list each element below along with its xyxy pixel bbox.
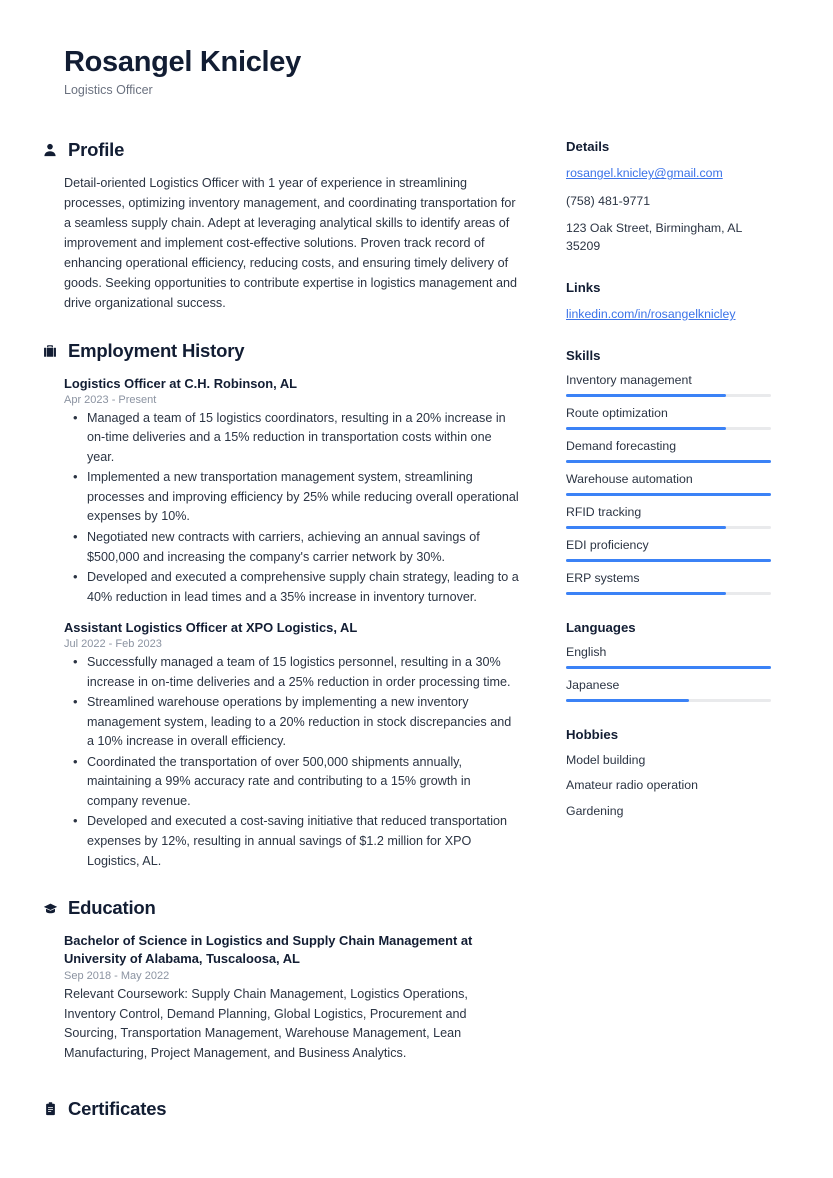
skill-item xyxy=(566,406,771,430)
skill-meter-fill xyxy=(566,394,726,397)
profile-text: Detail-oriented Logistics Officer with 1 year of experience in streamlining processes, optimizing inventory management, and coordinating transportation for a seamless supply chain. Adept at leveraging analytical skills to identify areas of improvement and implement cost-effective solutions. Proven track record of enhancing operational efficiency, reducing costs, and ensuring timely delivery of goods. Seeking opportunities to contribute expertise in logistics management and drive organizational success. xyxy=(64,176,517,310)
language-item xyxy=(566,678,771,702)
bullet-item: • Successfully managed a team of 15 logistics personnel, resulting in a 30% increase in on-time deliveries and a 25% reduction in order processing time. xyxy=(64,653,519,692)
skill-meter-track xyxy=(566,460,771,463)
resume-header xyxy=(64,46,769,97)
skill-label: Route optimization xyxy=(566,406,668,421)
language-meter-track xyxy=(566,666,771,669)
skill-meter-fill xyxy=(566,493,771,496)
section-employment xyxy=(64,340,519,871)
bullet-item: • Streamlined warehouse operations by implementing a new inventory management system, leading to a 20% reduction in stock discrepancies and a 10% increase in overall efficiency. xyxy=(64,693,519,752)
skill-meter-fill xyxy=(566,427,726,430)
skill-meter-track xyxy=(566,427,771,430)
section-profile-header xyxy=(42,139,519,161)
skill-meter-track xyxy=(566,493,771,496)
address-text: 123 Oak Street, Birmingham, AL 35209 xyxy=(566,220,742,253)
skill-meter-fill xyxy=(566,526,726,529)
graduation-cap-icon xyxy=(42,901,58,916)
bullet-item: • Coordinated the transportation of over 500,000 shipments annually, maintaining a 99% accuracy rate and contributing to a 15% growth in company revenue. xyxy=(64,753,519,812)
skill-label: Demand forecasting xyxy=(566,439,677,454)
employment-entry xyxy=(64,375,519,607)
employment-entry-bullets xyxy=(64,653,519,871)
sidebar-languages-title: Languages xyxy=(566,620,636,636)
clipboard-icon xyxy=(42,1102,58,1116)
hobby-item: Amateur radio operation xyxy=(566,778,698,793)
education-entry-description: Relevant Coursework: Supply Chain Management, Logistics Operations, Inventory Control, Demand Planning, Global Logistics, Procurement and Sourcing, Transportation Management, Warehouse Management, Lean Manufacturing, Project Management, and Business Analytics. xyxy=(64,986,468,1061)
skill-meter-track xyxy=(566,559,771,562)
sidebar-details-title: Details xyxy=(566,139,610,155)
skill-meter-fill xyxy=(566,559,771,562)
skill-meter-track xyxy=(566,592,771,595)
education-entry-date: Sep 2018 - May 2022 xyxy=(64,969,170,982)
sidebar-skills-title: Skills xyxy=(566,348,601,364)
language-meter-fill xyxy=(566,699,689,702)
linkedin-link[interactable]: linkedin.com/in/rosangelknicley xyxy=(566,307,736,322)
skill-label: Warehouse automation xyxy=(566,472,693,487)
education-entry-title: Bachelor of Science in Logistics and Supply Chain Management at University of Alabama, Tuscaloosa, AL xyxy=(64,933,473,967)
skill-item xyxy=(566,373,771,397)
sidebar-hobbies-title: Hobbies xyxy=(566,727,619,743)
skill-meter-fill xyxy=(566,460,771,463)
skill-label: RFID tracking xyxy=(566,505,642,520)
language-label: English xyxy=(566,645,607,660)
bullet-item: • Negotiated new contracts with carriers, achieving an annual savings of $500,000 and increasing the company's carrier network by 30%. xyxy=(64,528,519,567)
sidebar-hobbies xyxy=(566,727,771,820)
person-icon xyxy=(42,143,58,157)
employment-entry-bullets xyxy=(64,409,519,607)
section-profile-title: Profile xyxy=(68,139,125,161)
language-item xyxy=(566,645,771,669)
skill-item xyxy=(566,439,771,463)
skill-label: ERP systems xyxy=(566,571,640,586)
skill-label: EDI proficiency xyxy=(566,538,649,553)
sidebar-skills xyxy=(566,348,771,595)
language-label: Japanese xyxy=(566,678,620,693)
section-education xyxy=(64,897,519,1064)
section-profile xyxy=(64,139,519,313)
sidebar-links xyxy=(566,280,771,323)
section-certificates-title: Certificates xyxy=(68,1098,167,1120)
briefcase-icon xyxy=(42,344,58,358)
skill-item xyxy=(566,538,771,562)
email-link[interactable]: rosangel.knicley@gmail.com xyxy=(566,166,723,181)
education-entry xyxy=(64,932,519,1064)
main-column xyxy=(64,139,519,1146)
language-meter-track xyxy=(566,699,771,702)
phone-text: (758) 481-9771 xyxy=(566,193,651,208)
skill-item xyxy=(566,505,771,529)
language-meter-fill xyxy=(566,666,771,669)
section-certificates-header xyxy=(42,1098,519,1120)
skill-meter-track xyxy=(566,394,771,397)
bullet-item: • Implemented a new transportation management system, streamlining processes and improving efficiency by 25% while reducing overall operational expenses by 10%. xyxy=(64,468,519,527)
resume-columns xyxy=(64,139,769,1146)
section-certificates xyxy=(64,1098,519,1120)
skill-item xyxy=(566,472,771,496)
skill-label: Inventory management xyxy=(566,373,692,388)
employment-entry-date: Apr 2023 - Present xyxy=(64,393,157,406)
hobby-item: Model building xyxy=(566,753,646,768)
hobby-item: Gardening xyxy=(566,803,624,818)
employment-entry xyxy=(64,619,519,871)
sidebar-details xyxy=(566,139,771,255)
section-education-header xyxy=(42,897,519,919)
bullet-item: • Managed a team of 15 logistics coordinators, resulting in a 20% increase in on-time deliveries and a 15% reduction in transportation costs within one year. xyxy=(64,409,519,468)
bullet-item: • Developed and executed a cost-saving initiative that reduced transportation expenses by 12%, resulting in annual savings of $1.2 million for XPO Logistics, AL. xyxy=(64,812,519,871)
skill-item xyxy=(566,571,771,595)
employment-entry-title: Logistics Officer at C.H. Robinson, AL xyxy=(64,375,298,391)
skill-meter-fill xyxy=(566,592,726,595)
sidebar-column xyxy=(566,139,771,844)
section-education-title: Education xyxy=(68,897,156,919)
sidebar-languages xyxy=(566,620,771,702)
section-employment-header xyxy=(42,340,519,362)
bullet-item: • Developed and executed a comprehensive supply chain strategy, leading to a 40% reduction in lead times and a 35% increase in inventory turnover. xyxy=(64,568,519,607)
section-employment-title: Employment History xyxy=(68,339,245,361)
employment-entry-date: Jul 2022 - Feb 2023 xyxy=(64,638,162,651)
skill-meter-track xyxy=(566,526,771,529)
candidate-name: Rosangel Knicley xyxy=(64,46,301,78)
sidebar-links-title: Links xyxy=(566,280,601,296)
employment-entry-title: Assistant Logistics Officer at XPO Logistics, AL xyxy=(64,620,358,636)
candidate-job-title: Logistics Officer xyxy=(64,83,153,98)
